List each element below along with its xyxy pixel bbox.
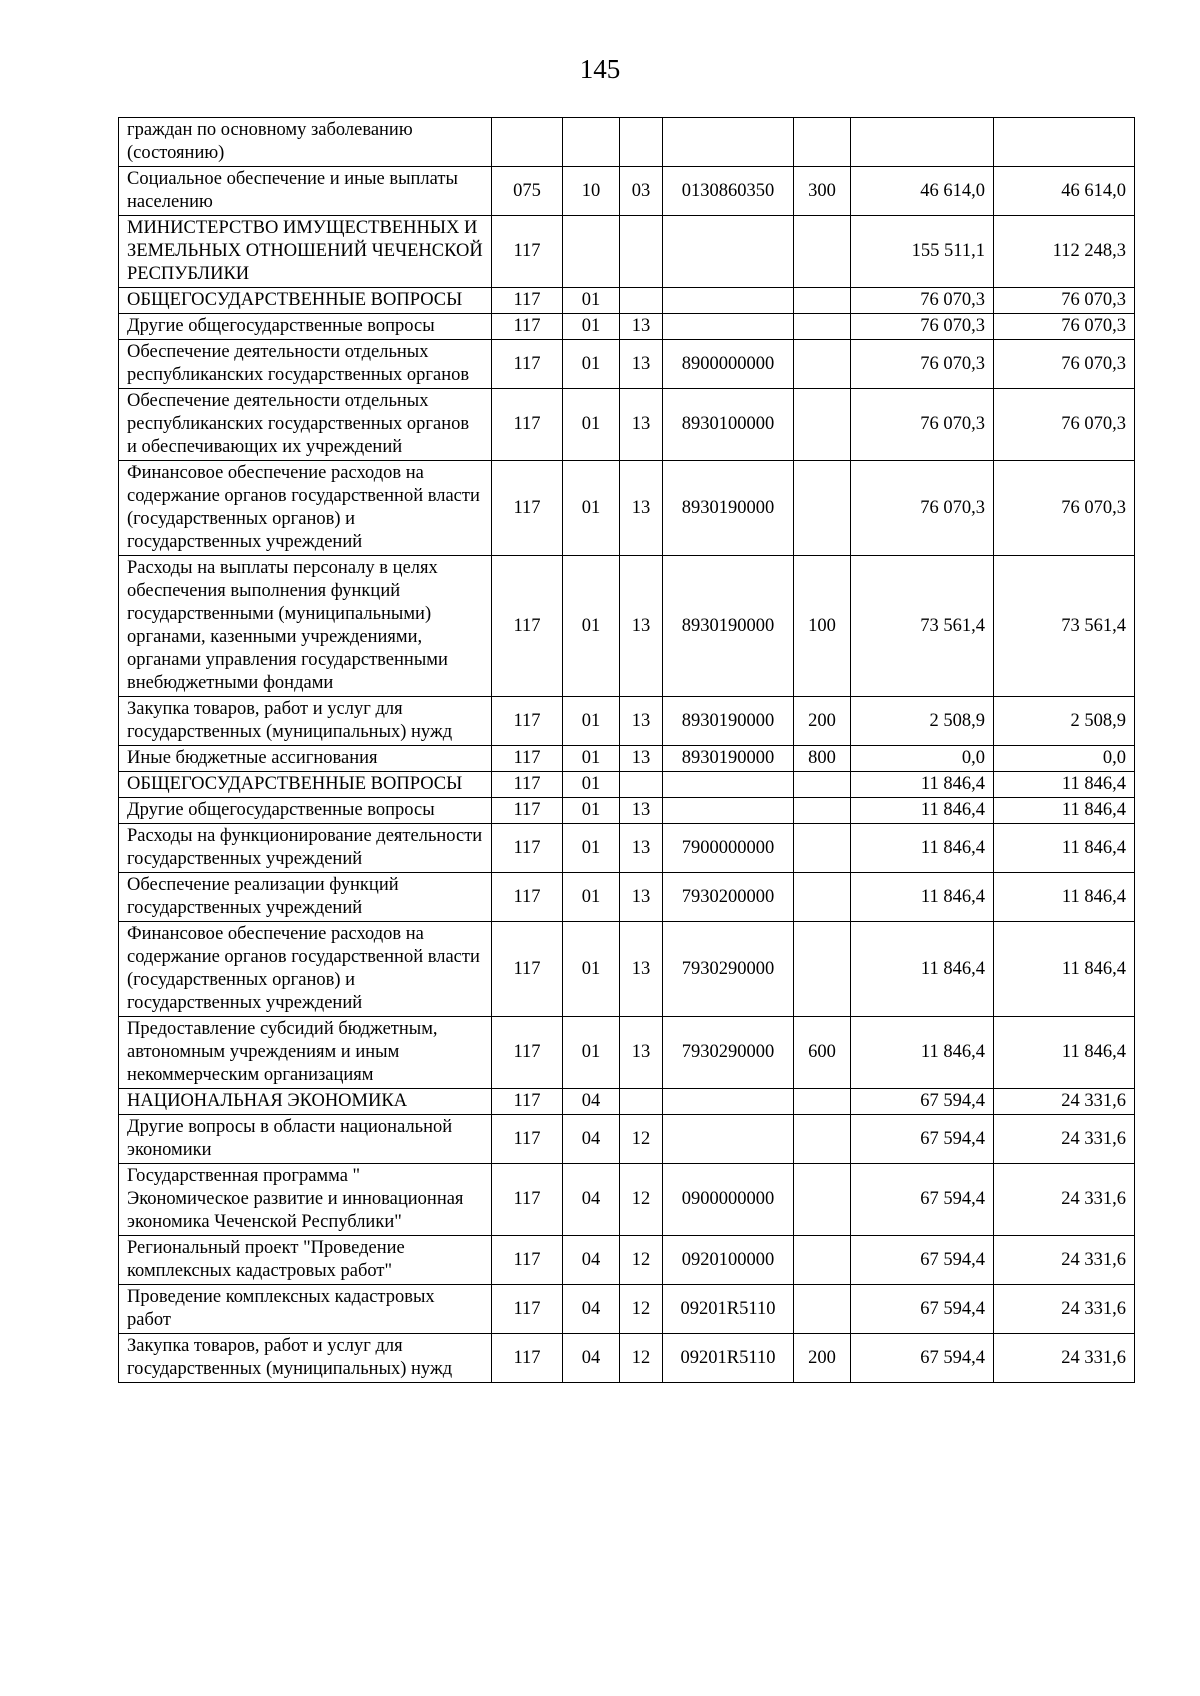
cell-name: Финансовое обеспечение расходов на содержание органов государственной власти (государственных органов) и государственных учреждений: [119, 461, 492, 556]
cell-target-article: 8930190000: [663, 461, 794, 556]
table-row: [119, 746, 1135, 772]
cell-name: ОБЩЕГОСУДАРСТВЕННЫЕ ВОПРОСЫ: [119, 772, 492, 798]
budget-table-body: [119, 118, 1135, 1383]
cell-subsection: 12: [620, 1164, 663, 1236]
cell-expense-type: 600: [794, 1017, 851, 1089]
cell-ministry-code: 117: [492, 1089, 563, 1115]
cell-ministry-code: 117: [492, 873, 563, 922]
cell-amount-1: 11 846,4: [851, 772, 994, 798]
cell-name: Иные бюджетные ассигнования: [119, 746, 492, 772]
cell-expense-type: [794, 922, 851, 1017]
cell-subsection: 12: [620, 1285, 663, 1334]
cell-subsection: 13: [620, 824, 663, 873]
cell-ministry-code: 117: [492, 556, 563, 697]
cell-ministry-code: 117: [492, 340, 563, 389]
cell-name: Социальное обеспечение и иные выплаты населению: [119, 167, 492, 216]
cell-section: 10: [563, 167, 620, 216]
cell-expense-type: [794, 1285, 851, 1334]
cell-amount-2: 11 846,4: [994, 772, 1135, 798]
cell-target-article: 09201R5110: [663, 1285, 794, 1334]
cell-ministry-code: 117: [492, 798, 563, 824]
cell-section: 01: [563, 746, 620, 772]
cell-amount-2: 76 070,3: [994, 389, 1135, 461]
cell-subsection: [620, 118, 663, 167]
cell-subsection: 13: [620, 314, 663, 340]
cell-subsection: [620, 1089, 663, 1115]
cell-section: 01: [563, 340, 620, 389]
cell-amount-1: 73 561,4: [851, 556, 994, 697]
cell-amount-2: 24 331,6: [994, 1115, 1135, 1164]
cell-ministry-code: 117: [492, 1017, 563, 1089]
cell-target-article: [663, 118, 794, 167]
cell-target-article: [663, 1089, 794, 1115]
table-row: [119, 922, 1135, 1017]
cell-target-article: 7900000000: [663, 824, 794, 873]
cell-section: 04: [563, 1164, 620, 1236]
cell-section: 04: [563, 1115, 620, 1164]
cell-target-article: 8930190000: [663, 556, 794, 697]
cell-amount-1: [851, 118, 994, 167]
cell-ministry-code: [492, 118, 563, 167]
table-row: [119, 216, 1135, 288]
cell-ministry-code: 117: [492, 461, 563, 556]
cell-expense-type: [794, 824, 851, 873]
cell-expense-type: 200: [794, 1334, 851, 1383]
cell-target-article: 0130860350: [663, 167, 794, 216]
cell-target-article: [663, 288, 794, 314]
cell-amount-1: 67 594,4: [851, 1334, 994, 1383]
cell-amount-2: 11 846,4: [994, 873, 1135, 922]
cell-subsection: 13: [620, 556, 663, 697]
cell-amount-2: 2 508,9: [994, 697, 1135, 746]
cell-name: Расходы на выплаты персоналу в целях обеспечения выполнения функций государственными (муниципальными) органами, казенными учреждениями, органами управления государственными внебюджетными фондами: [119, 556, 492, 697]
cell-name: Другие общегосударственные вопросы: [119, 314, 492, 340]
cell-amount-1: 0,0: [851, 746, 994, 772]
cell-expense-type: 100: [794, 556, 851, 697]
cell-amount-1: 67 594,4: [851, 1164, 994, 1236]
cell-amount-1: 67 594,4: [851, 1236, 994, 1285]
cell-amount-2: 11 846,4: [994, 798, 1135, 824]
cell-section: 01: [563, 314, 620, 340]
cell-amount-1: 2 508,9: [851, 697, 994, 746]
cell-section: [563, 118, 620, 167]
cell-ministry-code: 117: [492, 1115, 563, 1164]
cell-amount-1: 11 846,4: [851, 798, 994, 824]
cell-expense-type: [794, 461, 851, 556]
cell-expense-type: [794, 314, 851, 340]
cell-target-article: 8930190000: [663, 746, 794, 772]
cell-amount-2: 0,0: [994, 746, 1135, 772]
cell-amount-2: 11 846,4: [994, 824, 1135, 873]
cell-amount-2: [994, 118, 1135, 167]
cell-ministry-code: 117: [492, 922, 563, 1017]
budget-table: [118, 117, 1135, 1383]
table-row: [119, 1164, 1135, 1236]
cell-subsection: [620, 216, 663, 288]
cell-amount-1: 76 070,3: [851, 288, 994, 314]
cell-subsection: 12: [620, 1236, 663, 1285]
cell-amount-1: 11 846,4: [851, 824, 994, 873]
cell-target-article: 7930290000: [663, 1017, 794, 1089]
cell-subsection: 12: [620, 1115, 663, 1164]
cell-name: Расходы на функционирование деятельности государственных учреждений: [119, 824, 492, 873]
cell-subsection: [620, 288, 663, 314]
cell-section: [563, 216, 620, 288]
table-row: [119, 772, 1135, 798]
cell-name: Финансовое обеспечение расходов на содержание органов государственной власти (государственных органов) и государственных учреждений: [119, 922, 492, 1017]
cell-section: 01: [563, 922, 620, 1017]
cell-ministry-code: 117: [492, 1236, 563, 1285]
cell-amount-1: 67 594,4: [851, 1285, 994, 1334]
cell-amount-1: 11 846,4: [851, 922, 994, 1017]
cell-amount-1: 11 846,4: [851, 873, 994, 922]
table-row: [119, 824, 1135, 873]
cell-amount-2: 11 846,4: [994, 922, 1135, 1017]
cell-target-article: [663, 216, 794, 288]
cell-subsection: 13: [620, 922, 663, 1017]
cell-expense-type: [794, 389, 851, 461]
cell-amount-2: 76 070,3: [994, 461, 1135, 556]
cell-subsection: 13: [620, 746, 663, 772]
cell-target-article: [663, 798, 794, 824]
cell-name: граждан по основному заболеванию (состоянию): [119, 118, 492, 167]
cell-target-article: [663, 314, 794, 340]
cell-ministry-code: 117: [492, 314, 563, 340]
cell-section: 01: [563, 389, 620, 461]
cell-section: 04: [563, 1285, 620, 1334]
cell-ministry-code: 117: [492, 746, 563, 772]
cell-amount-2: 112 248,3: [994, 216, 1135, 288]
table-row: [119, 798, 1135, 824]
cell-ministry-code: 117: [492, 1334, 563, 1383]
cell-amount-2: 24 331,6: [994, 1236, 1135, 1285]
cell-ministry-code: 117: [492, 389, 563, 461]
cell-subsection: [620, 772, 663, 798]
cell-subsection: 13: [620, 798, 663, 824]
cell-section: 04: [563, 1089, 620, 1115]
cell-target-article: 0900000000: [663, 1164, 794, 1236]
cell-expense-type: [794, 288, 851, 314]
cell-name: Другие вопросы в области национальной экономики: [119, 1115, 492, 1164]
cell-name: Государственная программа " Экономическое развитие и инновационная экономика Чеченской Республики": [119, 1164, 492, 1236]
cell-name: Закупка товаров, работ и услуг для государственных (муниципальных) нужд: [119, 697, 492, 746]
cell-amount-1: 76 070,3: [851, 389, 994, 461]
cell-amount-1: 76 070,3: [851, 461, 994, 556]
cell-target-article: [663, 772, 794, 798]
cell-section: 01: [563, 798, 620, 824]
cell-amount-1: 67 594,4: [851, 1089, 994, 1115]
cell-section: 04: [563, 1236, 620, 1285]
cell-subsection: 03: [620, 167, 663, 216]
table-row: [119, 556, 1135, 697]
cell-section: 04: [563, 1334, 620, 1383]
cell-name: Предоставление субсидий бюджетным, автономным учреждениям и иным некоммерческим организациям: [119, 1017, 492, 1089]
cell-section: 01: [563, 461, 620, 556]
table-row: [119, 389, 1135, 461]
cell-expense-type: [794, 118, 851, 167]
cell-section: 01: [563, 697, 620, 746]
cell-ministry-code: 117: [492, 1164, 563, 1236]
cell-expense-type: [794, 1115, 851, 1164]
cell-amount-2: 76 070,3: [994, 314, 1135, 340]
cell-amount-2: 76 070,3: [994, 288, 1135, 314]
cell-name: Обеспечение деятельности отдельных республиканских государственных органов: [119, 340, 492, 389]
table-row: [119, 1115, 1135, 1164]
cell-target-article: 8930100000: [663, 389, 794, 461]
cell-amount-1: 76 070,3: [851, 314, 994, 340]
cell-amount-2: 24 331,6: [994, 1089, 1135, 1115]
cell-name: Обеспечение реализации функций государственных учреждений: [119, 873, 492, 922]
cell-expense-type: 800: [794, 746, 851, 772]
cell-ministry-code: 117: [492, 824, 563, 873]
table-row: [119, 167, 1135, 216]
cell-target-article: 8930190000: [663, 697, 794, 746]
table-row: [119, 697, 1135, 746]
cell-name: МИНИСТЕРСТВО ИМУЩЕСТВЕННЫХ И ЗЕМЕЛЬНЫХ ОТНОШЕНИЙ ЧЕЧЕНСКОЙ РЕСПУБЛИКИ: [119, 216, 492, 288]
cell-ministry-code: 117: [492, 216, 563, 288]
cell-expense-type: [794, 1236, 851, 1285]
cell-ministry-code: 075: [492, 167, 563, 216]
cell-name: Другие общегосударственные вопросы: [119, 798, 492, 824]
table-row: [119, 1285, 1135, 1334]
cell-target-article: [663, 1115, 794, 1164]
cell-amount-2: 73 561,4: [994, 556, 1135, 697]
cell-amount-1: 46 614,0: [851, 167, 994, 216]
cell-section: 01: [563, 556, 620, 697]
table-row: [119, 118, 1135, 167]
table-row: [119, 340, 1135, 389]
cell-subsection: 13: [620, 697, 663, 746]
table-row: [119, 1089, 1135, 1115]
cell-name: Региональный проект "Проведение комплексных кадастровых работ": [119, 1236, 492, 1285]
cell-amount-2: 11 846,4: [994, 1017, 1135, 1089]
cell-name: Проведение комплексных кадастровых работ: [119, 1285, 492, 1334]
cell-name: Закупка товаров, работ и услуг для государственных (муниципальных) нужд: [119, 1334, 492, 1383]
page-number: 145: [579, 54, 621, 84]
cell-name: Обеспечение деятельности отдельных республиканских государственных органов и обеспечивающих их учреждений: [119, 389, 492, 461]
cell-expense-type: [794, 1089, 851, 1115]
cell-target-article: 7930200000: [663, 873, 794, 922]
cell-amount-1: 11 846,4: [851, 1017, 994, 1089]
cell-subsection: 13: [620, 389, 663, 461]
table-row: [119, 288, 1135, 314]
cell-target-article: 09201R5110: [663, 1334, 794, 1383]
cell-subsection: 12: [620, 1334, 663, 1383]
cell-section: 01: [563, 824, 620, 873]
cell-ministry-code: 117: [492, 288, 563, 314]
cell-amount-1: 76 070,3: [851, 340, 994, 389]
cell-expense-type: [794, 873, 851, 922]
cell-ministry-code: 117: [492, 772, 563, 798]
table-row: [119, 1236, 1135, 1285]
cell-amount-1: 155 511,1: [851, 216, 994, 288]
cell-name: ОБЩЕГОСУДАРСТВЕННЫЕ ВОПРОСЫ: [119, 288, 492, 314]
cell-expense-type: [794, 340, 851, 389]
cell-subsection: 13: [620, 1017, 663, 1089]
cell-amount-2: 46 614,0: [994, 167, 1135, 216]
cell-expense-type: 300: [794, 167, 851, 216]
table-row: [119, 1017, 1135, 1089]
cell-ministry-code: 117: [492, 1285, 563, 1334]
cell-amount-2: 76 070,3: [994, 340, 1135, 389]
cell-amount-1: 67 594,4: [851, 1115, 994, 1164]
cell-section: 01: [563, 288, 620, 314]
cell-target-article: 7930290000: [663, 922, 794, 1017]
cell-section: 01: [563, 772, 620, 798]
cell-section: 01: [563, 873, 620, 922]
table-row: [119, 314, 1135, 340]
cell-expense-type: 200: [794, 697, 851, 746]
cell-expense-type: [794, 1164, 851, 1236]
cell-amount-2: 24 331,6: [994, 1334, 1135, 1383]
cell-expense-type: [794, 772, 851, 798]
cell-ministry-code: 117: [492, 697, 563, 746]
table-row: [119, 1334, 1135, 1383]
cell-expense-type: [794, 798, 851, 824]
cell-target-article: 8900000000: [663, 340, 794, 389]
cell-target-article: 0920100000: [663, 1236, 794, 1285]
table-row: [119, 461, 1135, 556]
cell-section: 01: [563, 1017, 620, 1089]
table-row: [119, 873, 1135, 922]
cell-expense-type: [794, 216, 851, 288]
cell-amount-2: 24 331,6: [994, 1164, 1135, 1236]
cell-name: НАЦИОНАЛЬНАЯ ЭКОНОМИКА: [119, 1089, 492, 1115]
cell-subsection: 13: [620, 340, 663, 389]
cell-subsection: 13: [620, 461, 663, 556]
cell-subsection: 13: [620, 873, 663, 922]
cell-amount-2: 24 331,6: [994, 1285, 1135, 1334]
